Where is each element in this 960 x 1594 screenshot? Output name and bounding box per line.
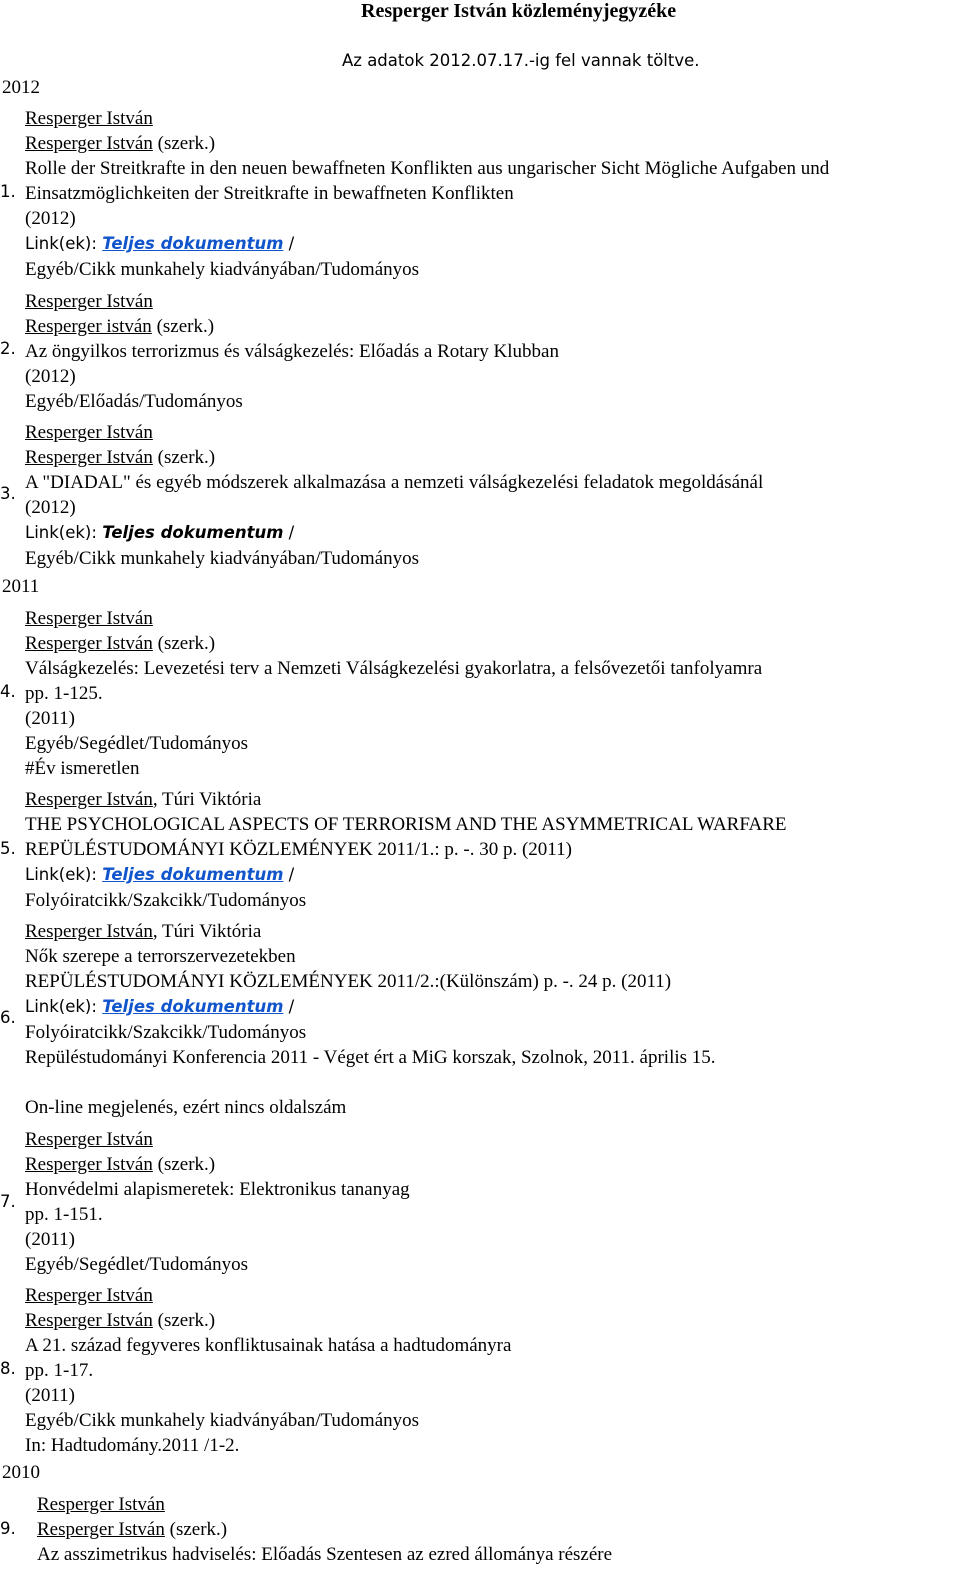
editor-link[interactable]: Resperger István [25,447,153,468]
editor-suffix: (szerk.) [164,1519,228,1540]
year-heading-2010: 2010 [2,1462,40,1483]
entry-title: Rolle der Streitkrafte in den neuen bewaffneten Konflikten aus ungarischer Sicht Mögliche Aufgaben und [25,158,830,179]
entry-title: Nők szerepe a terrorszervezetekben [25,946,296,967]
entry-year: (2011) [25,708,75,729]
entry-title: Honvédelmi alapismeretek: Elektronikus tananyag [25,1179,410,1200]
links-separator: / [283,523,295,542]
coauthor-separator: , [152,921,163,942]
year-heading-2011: 2011 [2,576,40,597]
links-line [25,994,294,1019]
coauthor-name: Túri Viktória [162,921,262,942]
author-link[interactable]: Resperger István [25,291,153,312]
entry-note-online: On-line megjelenés, ezért nincs oldalszám [25,1097,347,1118]
entry-type: Folyóiratcikk/Szakcikk/Tudományos [25,890,307,911]
editor-suffix: (szerk.) [152,447,216,468]
entry-number: 7. [0,1192,16,1211]
entry-type: Egyéb/Segédlet/Tudományos [25,1254,249,1275]
entry-type: Egyéb/Cikk munkahely kiadványában/Tudományos [25,1410,420,1431]
author-line [25,1283,153,1308]
author-line [25,106,153,131]
entry-title: Az asszimetrikus hadviselés: Előadás Szentesen az ezred állománya részére [37,1544,613,1565]
author-link[interactable]: Resperger István [25,422,153,443]
entry-source: REPÜLÉSTUDOMÁNYI KÖZLEMÉNYEK 2011/1.: p. -. 30 p. (2011) [25,839,572,860]
author-line [37,1492,165,1517]
full-document-link[interactable]: Teljes dokumentum [102,523,284,542]
entry-number: 3. [0,484,16,503]
entry-year: (2012) [25,208,76,229]
coauthor-separator: , [152,789,163,810]
author-line [25,289,153,314]
links-line [25,231,294,256]
entry-year: (2012) [25,497,76,518]
author-link[interactable]: Resperger István [37,1494,165,1515]
page-title: Resperger István közleményjegyzéke [361,0,677,22]
author-line [25,420,153,445]
editor-suffix: (szerk.) [152,133,216,154]
entry-year: (2011) [25,1385,75,1406]
entry-number: 5. [0,839,16,858]
editor-line [25,314,214,339]
entry-pages: pp. 1-125. [25,683,103,704]
editor-line [25,631,215,656]
full-document-link[interactable]: Teljes dokumentum [102,865,284,884]
editor-line [37,1517,227,1542]
authors-line [25,919,261,944]
author-line [25,1127,153,1152]
author-link[interactable]: Resperger István [25,108,153,129]
editor-line [25,131,215,156]
entry-title: THE PSYCHOLOGICAL ASPECTS OF TERRORISM AND THE ASYMMETRICAL WARFARE [25,814,787,835]
entry-number: 1. [0,182,16,201]
editor-link[interactable]: Resperger istván [25,316,152,337]
editor-suffix: (szerk.) [152,1154,216,1175]
editor-link[interactable]: Resperger István [25,633,153,654]
author-link[interactable]: Resperger István [25,608,153,629]
entry-title: A "DIADAL" és egyéb módszerek alkalmazása a nemzeti válságkezelési feladatok megoldásánál [25,472,764,493]
entry-type: Egyéb/Cikk munkahely kiadványában/Tudományos [25,548,420,569]
entry-title-continued: Einsatzmöglichkeiten der Streitkrafte in bewaffneten Konflikten [25,183,514,204]
authors-line [25,787,261,812]
entry-number: 8. [0,1359,16,1378]
entry-title: Válságkezelés: Levezetési terv a Nemzeti Válságkezelési gyakorlatra, a felsővezetői tanfolyamra [25,658,763,679]
full-document-link[interactable]: Teljes dokumentum [102,234,284,253]
entry-number: 6. [0,1008,16,1027]
entry-pages: pp. 1-151. [25,1204,103,1225]
editor-link[interactable]: Resperger István [25,133,153,154]
editor-suffix: (szerk.) [151,316,215,337]
entry-title: A 21. század fegyveres konfliktusainak hatása a hadtudományra [25,1335,512,1356]
coauthor-name: Túri Viktória [162,789,262,810]
entry-type: Folyóiratcikk/Szakcikk/Tudományos [25,1022,307,1043]
entry-note: #Év ismeretlen [25,758,140,779]
entry-type: Egyéb/Előadás/Tudományos [25,391,243,412]
author-link[interactable]: Resperger István [25,1129,153,1150]
entry-note: In: Hadtudomány.2011 /1-2. [25,1435,240,1456]
editor-link[interactable]: Resperger István [25,1310,153,1331]
entry-pages: pp. 1-17. [25,1360,94,1381]
links-prefix: Link(ek): [25,234,103,253]
editor-link[interactable]: Resperger István [25,1154,153,1175]
editor-line [25,1308,215,1333]
year-heading-2012: 2012 [2,77,40,98]
entry-year: (2011) [25,1229,75,1250]
entry-source: REPÜLÉSTUDOMÁNYI KÖZLEMÉNYEK 2011/2.:(Különszám) p. -. 24 p. (2011) [25,971,672,992]
entry-title: Az öngyilkos terrorizmus és válságkezelés: Előadás a Rotary Klubban [25,341,559,362]
entry-number: 4. [0,682,16,701]
editor-line [25,1152,215,1177]
author-link[interactable]: Resperger István [25,921,153,942]
editor-suffix: (szerk.) [152,1310,216,1331]
links-line [25,862,294,887]
links-prefix: Link(ek): [25,997,103,1016]
author-link[interactable]: Resperger István [25,789,153,810]
entry-year: (2012) [25,366,76,387]
links-separator: / [283,865,295,884]
entry-type: Egyéb/Segédlet/Tudományos [25,733,249,754]
editor-line [25,445,215,470]
editor-link[interactable]: Resperger István [37,1519,165,1540]
full-document-link[interactable]: Teljes dokumentum [102,997,284,1016]
links-prefix: Link(ek): [25,865,103,884]
author-line [25,606,153,631]
page-subtitle: Az adatok 2012.07.17.-ig fel vannak töltve. [342,51,700,70]
entry-type: Egyéb/Cikk munkahely kiadványában/Tudományos [25,259,420,280]
editor-suffix: (szerk.) [152,633,216,654]
entry-note: Repüléstudományi Konferencia 2011 - Véget ért a MiG korszak, Szolnok, 2011. április 15. [25,1047,716,1068]
entry-number: 2. [0,339,16,358]
author-link[interactable]: Resperger István [25,1285,153,1306]
links-line [25,520,294,545]
links-separator: / [283,997,295,1016]
links-prefix: Link(ek): [25,523,103,542]
links-separator: / [283,234,295,253]
entry-number: 9. [0,1519,16,1538]
